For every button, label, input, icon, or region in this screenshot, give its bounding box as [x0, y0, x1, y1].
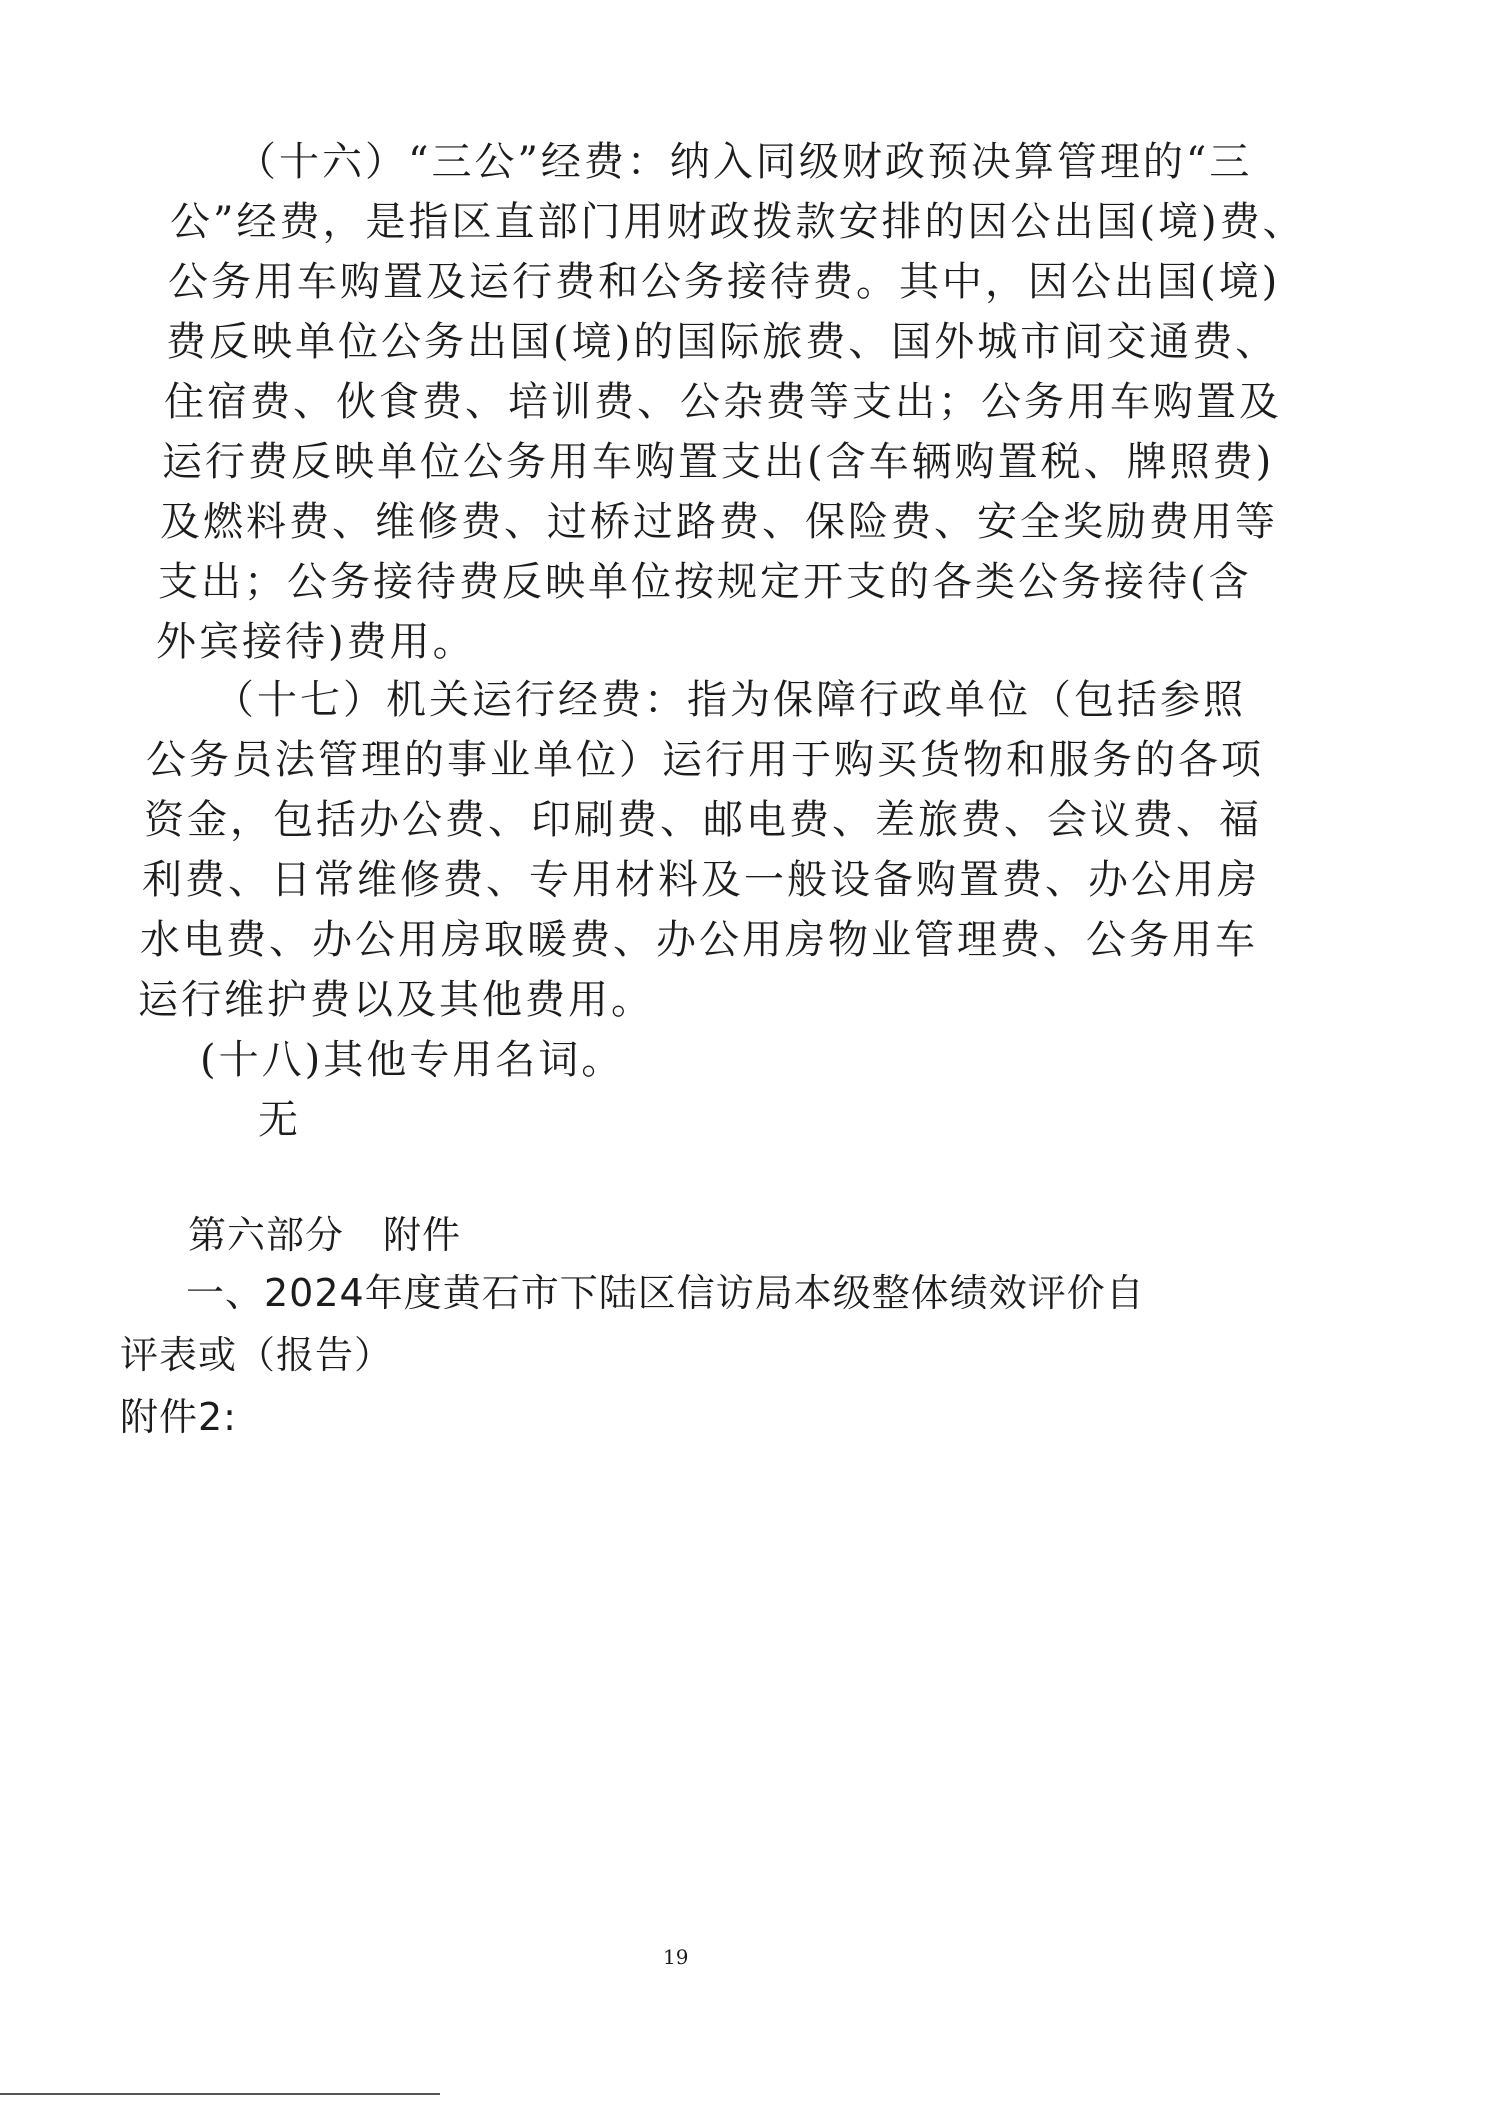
section16-line-1: （十六）“三公”经费：纳入同级财政预决算管理的“三	[236, 139, 1253, 185]
section18-title: (十八)其他专用名词。	[200, 1037, 625, 1083]
section16-line-3: 公务用车购置及运行费和公务接待费。其中，因公出国(境)	[168, 259, 1281, 305]
part6-heading: 第六部分 附件	[188, 1213, 462, 1257]
attachment-item-1-line-2: 评表或（报告）	[120, 1333, 394, 1377]
section16-line-6: 运行费反映单位公务用车购置支出(含车辆购置税、牌照费)	[162, 439, 1275, 485]
section16-line-7: 及燃料费、维修费、过桥过路费、保险费、安全奖励费用等	[160, 499, 1278, 545]
section16-line-9: 外宾接待)费用。	[156, 619, 476, 665]
section16-line-8: 支出；公务接待费反映单位按规定开支的各类公务接待(含	[158, 559, 1252, 605]
bottom-rule	[0, 2093, 440, 2095]
section17-line-5: 水电费、办公用房取暖费、办公用房物业管理费、公务用车	[140, 917, 1258, 963]
section16-line-4: 费反映单位公务出国(境)的国际旅费、国外城市间交通费、	[166, 319, 1279, 365]
section17-line-1: （十七）机关运行经费：指为保障行政单位（包括参照	[214, 677, 1246, 723]
attachment-item-1-line-1: 一、2024年度黄石市下陆区信访局本级整体绩效评价自	[186, 1271, 1145, 1315]
section16-line-2: 公”经费，是指区直部门用财政拨款安排的因公出国(境)费、	[170, 199, 1306, 245]
section17-line-2: 公务员法管理的事业单位）运行用于购买货物和服务的各项	[146, 737, 1264, 783]
section16-line-5: 住宿费、伙食费、培训费、公杂费等支出；公务用车购置及	[164, 379, 1282, 425]
section17-line-6: 运行维护费以及其他费用。	[138, 977, 654, 1023]
section17-line-4: 利费、日常维修费、专用材料及一般设备购置费、办公用房	[142, 857, 1260, 903]
attachment-2-label: 附件2:	[120, 1395, 237, 1439]
page-number: 19	[663, 1945, 689, 1969]
section17-line-3: 资金，包括办公费、印刷费、邮电费、差旅费、会议费、福	[144, 797, 1262, 843]
section18-content: 无	[258, 1097, 301, 1143]
